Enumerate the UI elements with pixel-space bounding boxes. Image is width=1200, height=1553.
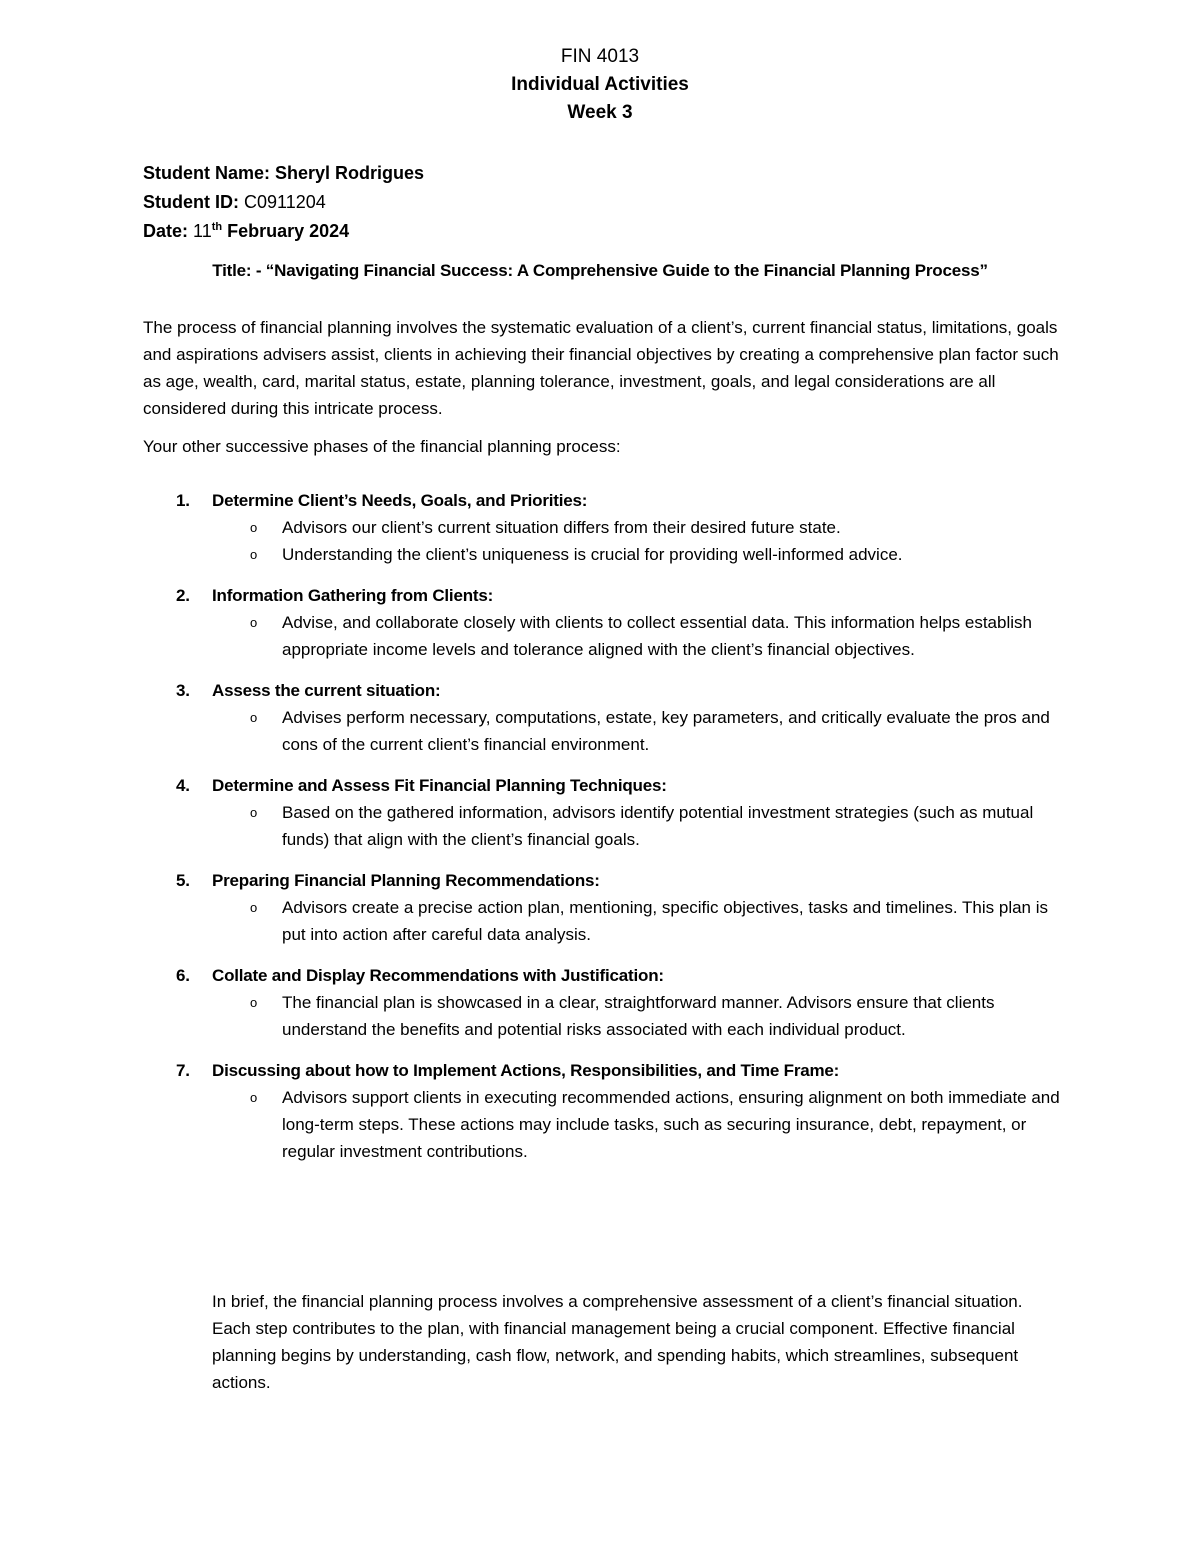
course-code: FIN 4013 [560, 46, 640, 67]
step-number: 4. [176, 776, 190, 795]
step-heading-text: Determine and Assess Fit Financial Planning Techniques: [212, 776, 667, 795]
bullet-text: Advisors support clients in executing recommended actions, ensuring alignment on both immediate and long-term steps. These actions may include tasks, such as securing insurance, debt, repayment, or regular investment contributions. [282, 1088, 1060, 1161]
bullet-text: The financial plan is showcased in a clear, straightforward manner. Advisors ensure that clients understand the benefits and potential risks associated with each individual product. [282, 993, 995, 1039]
step-heading [143, 772, 1063, 799]
student-name-value: Sheryl Rodrigues [275, 163, 425, 183]
document-title: Title: - “Navigating Financial Success: A Comprehensive Guide to the Financial Planning Process” [212, 261, 988, 280]
conclusion-paragraph: In brief, the financial planning process involves a comprehensive assessment of a client’s financial situation. Each step contributes to the plan, with financial management being a crucial component. Effective financial planning begins by understanding, cash flow, network, and spending habits, which streamlines, subsequent actions. [212, 1292, 1023, 1392]
bullet-item [143, 609, 1063, 663]
step-heading-text: Preparing Financial Planning Recommendations: [212, 871, 600, 890]
document-header [0, 43, 1200, 127]
intro-paragraph: The process of financial planning involves the systematic evaluation of a client’s, current financial status, limitations, goals and aspirations advisers assist, clients in achieving their financial objectives by creating a comprehensive plan factor such as age, wealth, card, marital status, estate, planning tolerance, investment, goals, and legal considerations are all considered during this intricate process. [143, 318, 1059, 418]
activity-subtitle: Individual Activities [511, 74, 689, 95]
step-number: 2. [176, 586, 190, 605]
bullet-text: Advisors our client’s current situation differs from their desired future state. [282, 518, 841, 537]
bullet-item [143, 704, 1063, 758]
bullet-marker: o [250, 1090, 258, 1105]
bullet-text: Advise, and collaborate closely with clients to collect essential data. This information helps establish appropriate income levels and tolerance aligned with the client’s financial objectives. [282, 613, 1032, 659]
bullet-item [143, 799, 1063, 853]
step-heading-text: Collate and Display Recommendations with Justification: [212, 966, 664, 985]
step-item [143, 677, 1063, 758]
date-line [143, 217, 424, 246]
step-number: 7. [176, 1061, 190, 1080]
step-item [143, 772, 1063, 853]
bullet-marker: o [250, 710, 258, 725]
week-label: Week 3 [567, 102, 633, 123]
steps-list [143, 487, 1063, 1179]
step-heading [143, 487, 1063, 514]
student-id-label: Student ID: [143, 192, 244, 212]
step-number: 3. [176, 681, 190, 700]
bullet-text: Based on the gathered information, advisors identify potential investment strategies (such as mutual funds) that align with the client’s financial goals. [282, 803, 1034, 849]
step-item [143, 867, 1063, 948]
bullet-text: Advisors create a precise action plan, mentioning, specific objectives, tasks and timelines. This plan is put into action after careful data analysis. [282, 898, 1049, 944]
bullet-marker: o [250, 520, 258, 535]
bullet-item [143, 1084, 1063, 1165]
bullet-marker: o [250, 547, 258, 562]
step-item [143, 1057, 1063, 1165]
student-name-line [143, 159, 424, 188]
step-heading [143, 962, 1063, 989]
step-number: 1. [176, 491, 190, 510]
bullet-marker: o [250, 805, 258, 820]
student-name-label: Student Name: [143, 163, 276, 183]
bullet-item [143, 541, 1063, 568]
date-day: 11 [193, 221, 212, 241]
step-heading [143, 1057, 1063, 1084]
student-id-line [143, 188, 424, 217]
date-rest: February 2024 [222, 221, 350, 241]
student-info [143, 159, 424, 246]
step-heading [143, 677, 1063, 704]
step-heading [143, 582, 1063, 609]
student-id-value: C0911204 [244, 192, 326, 212]
step-heading-text: Information Gathering from Clients: [212, 586, 494, 605]
step-heading-text: Determine Client’s Needs, Goals, and Priorities: [212, 491, 588, 510]
bullet-marker: o [250, 995, 258, 1010]
bullet-item [143, 989, 1063, 1043]
step-item [143, 962, 1063, 1043]
bullet-marker: o [250, 615, 258, 630]
bullet-marker: o [250, 900, 258, 915]
step-heading-text: Discussing about how to Implement Actions, Responsibilities, and Time Frame: [212, 1061, 840, 1080]
phases-intro: Your other successive phases of the financial planning process: [143, 437, 621, 456]
bullet-item [143, 894, 1063, 948]
step-number: 5. [176, 871, 190, 890]
step-heading [143, 867, 1063, 894]
step-heading-text: Assess the current situation: [212, 681, 441, 700]
step-number: 6. [176, 966, 190, 985]
step-item [143, 487, 1063, 568]
date-label: Date: [143, 221, 194, 241]
bullet-item [143, 514, 1063, 541]
date-suffix: th [211, 221, 223, 233]
step-item [143, 582, 1063, 663]
bullet-text: Advises perform necessary, computations, estate, key parameters, and critically evaluate the pros and cons of the current client’s financial environment. [282, 708, 1050, 754]
bullet-text: Understanding the client’s uniqueness is crucial for providing well-informed advice. [282, 545, 903, 564]
